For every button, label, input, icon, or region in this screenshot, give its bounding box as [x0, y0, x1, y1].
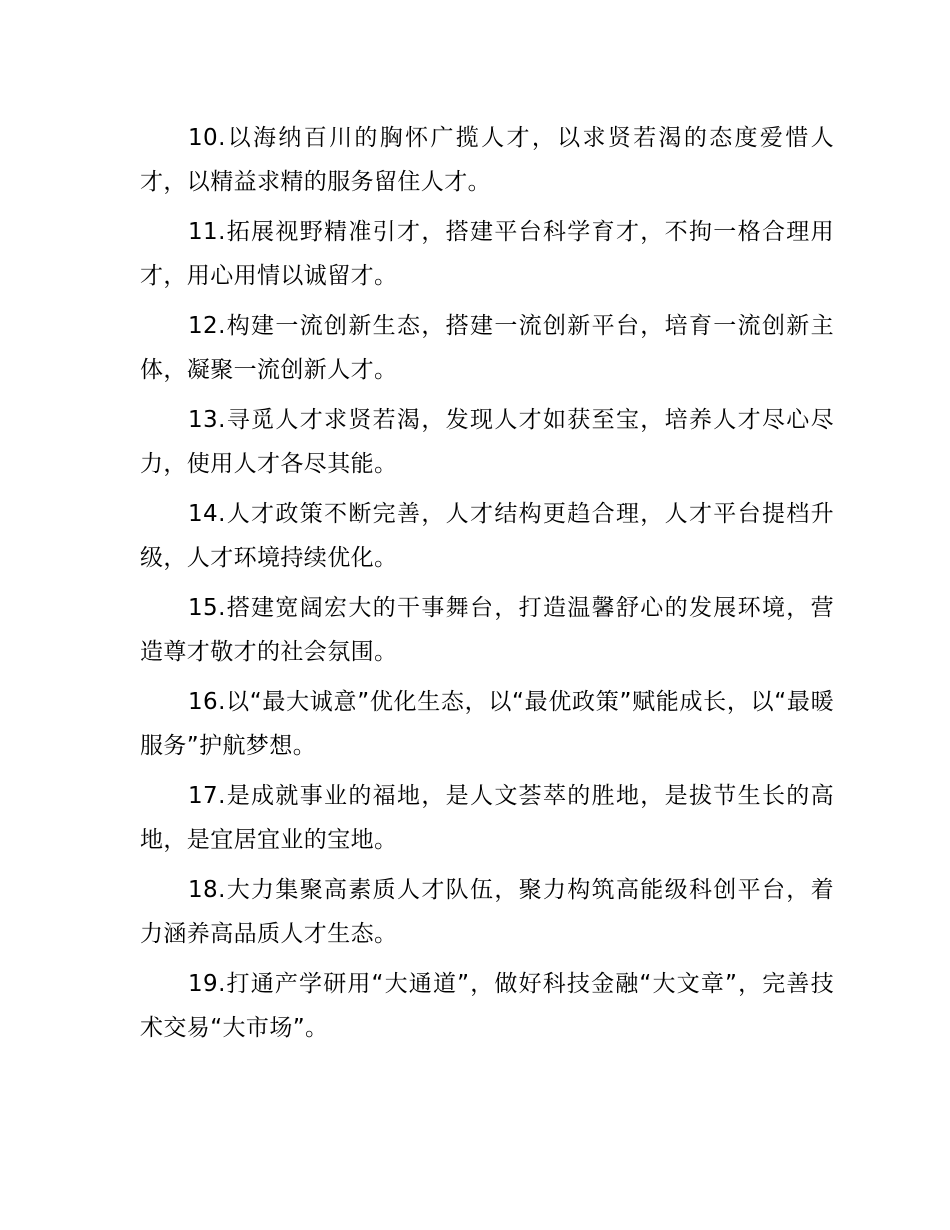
paragraph-14: 14.人才政策不断完善，人才结构更趋合理，人才平台提档升级，人才环境持续优化。 [140, 501, 834, 571]
paragraph-11: 11.拓展视野精准引才，搭建平台科学育才，不拘一格合理用才，用心用情以诚留才。 [140, 219, 834, 289]
paragraph-13: 13.寻觅人才求贤若渴，发现人才如获至宝，培养人才尽心尽力，使用人才各尽其能。 [140, 407, 834, 477]
paragraph-19: 19.打通产学研用“大通道”，做好科技金融“大文章”，完善技术交易“大市场”。 [140, 971, 834, 1041]
paragraph-16: 16.以“最大诚意”优化生态，以“最优政策”赋能成长，以“最暖服务”护航梦想。 [140, 689, 834, 759]
paragraph-18: 18.大力集聚高素质人才队伍，聚力构筑高能级科创平台，着力涵养高品质人才生态。 [140, 877, 834, 947]
paragraph-17: 17.是成就事业的福地，是人文荟萃的胜地，是拔节生长的高地，是宜居宜业的宝地。 [140, 783, 834, 853]
document-body [140, 116, 834, 1056]
paragraph-15: 15.搭建宽阔宏大的干事舞台，打造温馨舒心的发展环境，营造尊才敬才的社会氛围。 [140, 595, 834, 665]
paragraph-12: 12.构建一流创新生态，搭建一流创新平台，培育一流创新主体，凝聚一流创新人才。 [140, 313, 834, 383]
paragraph-10: 10.以海纳百川的胸怀广揽人才，以求贤若渴的态度爱惜人才，以精益求精的服务留住人才。 [140, 125, 834, 195]
